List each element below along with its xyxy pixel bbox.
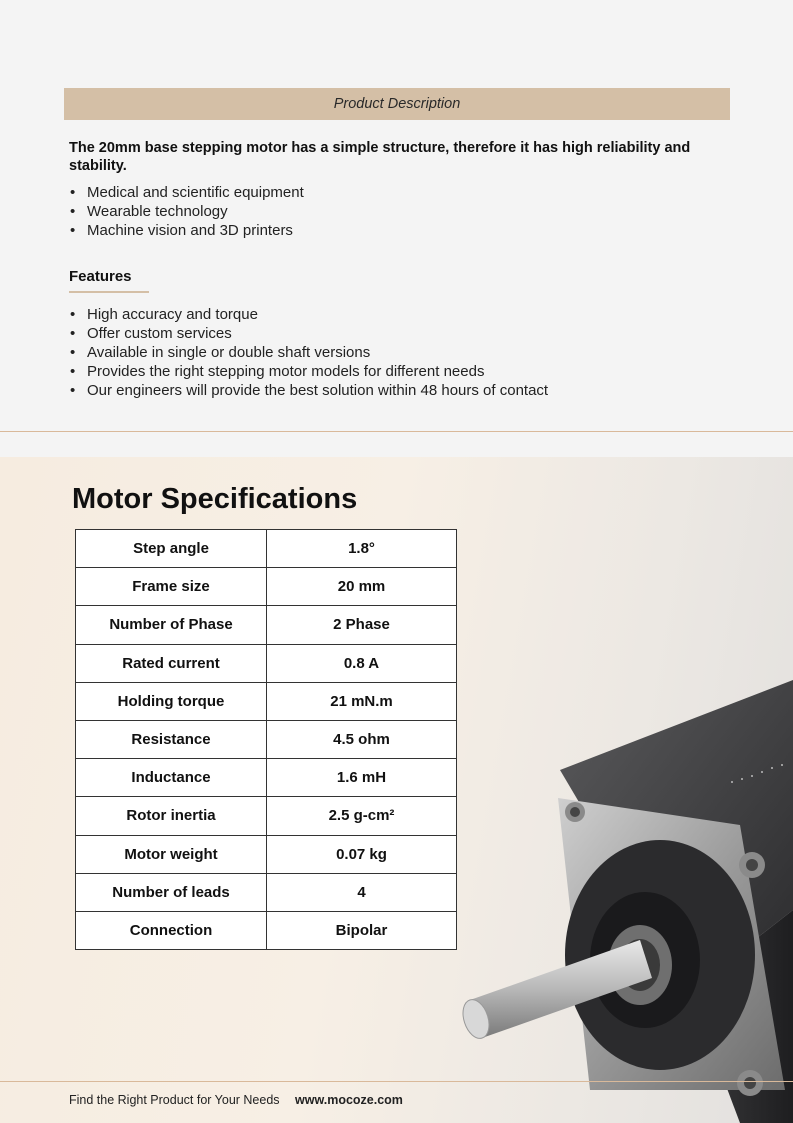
- spec-label: Resistance: [76, 720, 267, 758]
- section-divider: [0, 431, 793, 432]
- list-item: • Offer custom services: [69, 324, 548, 343]
- table-row: [76, 682, 457, 720]
- applications-list: [69, 183, 304, 240]
- spec-label: Number of leads: [76, 873, 267, 911]
- spec-label: Number of Phase: [76, 606, 267, 644]
- intro-text: The 20mm base stepping motor has a simple structure, therefore it has high reliability and stability.: [69, 140, 691, 174]
- table-row: [76, 835, 457, 873]
- table-row: [76, 873, 457, 911]
- product-description-label: Product Description: [333, 96, 461, 112]
- spec-label: Holding torque: [76, 682, 267, 720]
- spec-label: Frame size: [76, 568, 267, 606]
- spec-label: Rotor inertia: [76, 797, 267, 835]
- table-row: [76, 606, 457, 644]
- spec-label: Step angle: [76, 530, 267, 568]
- list-item: • Provides the right stepping motor models for different needs: [69, 362, 548, 381]
- spec-value: 0.8 A: [267, 644, 457, 682]
- spec-value: 2 Phase: [267, 606, 457, 644]
- specifications-heading: Motor Specifications: [72, 483, 358, 515]
- footer: [69, 1093, 403, 1107]
- footer-divider: [0, 1081, 793, 1082]
- table-row: [76, 644, 457, 682]
- table-row: [76, 568, 457, 606]
- spec-label: Connection: [76, 911, 267, 949]
- spec-value: Bipolar: [267, 911, 457, 949]
- table-row: [76, 720, 457, 758]
- features-list: [69, 305, 548, 400]
- spec-value: 2.5 g-cm²: [267, 797, 457, 835]
- list-item: • Wearable technology: [69, 202, 304, 221]
- product-description-header: [64, 88, 730, 120]
- stepper-motor-image: [440, 660, 793, 1123]
- table-row: [76, 797, 457, 835]
- list-item: • Medical and scientific equipment: [69, 183, 304, 202]
- spec-value: 1.6 mH: [267, 759, 457, 797]
- list-item: • Our engineers will provide the best solution within 48 hours of contact: [69, 381, 548, 400]
- spec-label: Inductance: [76, 759, 267, 797]
- table-row: [76, 911, 457, 949]
- spec-value: 4: [267, 873, 457, 911]
- list-item: • Machine vision and 3D printers: [69, 221, 304, 240]
- spec-value: 1.8°: [267, 530, 457, 568]
- footer-url-link[interactable]: www.mocoze.com: [295, 1093, 403, 1107]
- features-underline: [69, 291, 149, 293]
- list-item: • High accuracy and torque: [69, 305, 548, 324]
- specifications-table: [75, 529, 457, 950]
- table-row: [76, 759, 457, 797]
- spec-value: 0.07 kg: [267, 835, 457, 873]
- list-item: • Available in single or double shaft versions: [69, 343, 548, 362]
- spec-label: Rated current: [76, 644, 267, 682]
- table-row: [76, 530, 457, 568]
- spec-value: 21 mN.m: [267, 682, 457, 720]
- spec-value: 4.5 ohm: [267, 720, 457, 758]
- features-heading: Features: [69, 268, 132, 285]
- spec-label: Motor weight: [76, 835, 267, 873]
- footer-tagline: Find the Right Product for Your Needs: [69, 1093, 280, 1107]
- spec-value: 20 mm: [267, 568, 457, 606]
